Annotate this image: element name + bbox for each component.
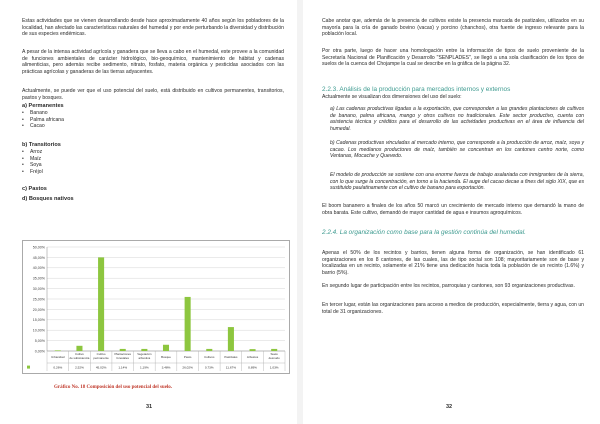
section-title-2-2-3: 2.2.3. Análisis de la producción para mercados internos y externos xyxy=(322,86,511,93)
organization-paragraph-2: En segundo lugar de participación entre los recintos, parroquias y cantones, son 93 organizaciones productivas. xyxy=(322,283,575,289)
category-label: desnudo xyxy=(268,355,280,360)
bar xyxy=(98,257,104,351)
category-label: Suelo xyxy=(270,352,278,357)
organization-paragraph-3: En tercer lugar, están las organizaciones para acceso a medios de producción, especialmente, tierra y agua, con un total de 31 organizaciones. xyxy=(322,302,584,315)
organization-paragraph-1: Apenas el 50% de los recintos y barrios, tienen alguna forma de organización, se han identificado 61 organizaciones en los 8 cantones, de las cuales, las de tipo social son 108; mayoritariamente son de base y localizadas en un recinto, solamente el 21% tiene una dedicación hacia toda la población de un recinto (1.6%) y barrio (5%). xyxy=(322,250,584,276)
data-label: 0,26% xyxy=(53,365,63,370)
category-label: Pastizales xyxy=(224,355,238,359)
left-paragraph-1: Estas actividades que se vienen desarrollando desde hace aproximadamente 40 años según los pobladores de la localidad, han afectado las características naturales del humedal y por ende perturbando la diversidad y distribución de sus especies endémicas. xyxy=(22,18,284,38)
item-b-internal-market: b) Cadenas productivas vinculadas al mercado interno, que corresponde a la producción de arroz, maíz, soya y cacao. Los medianos productores de maíz, también se concentran en los cantones centro norte, como Ventanas, Mocache y Quevedo. xyxy=(330,140,584,160)
data-label: 1,14% xyxy=(118,365,128,370)
y-tick-label: 15,00% xyxy=(32,318,45,323)
list-item: • Fréjol xyxy=(22,169,43,176)
section-title-2-2-4: 2.2.4. La organización como base para la gestión continúa del humedal. xyxy=(322,229,526,236)
data-label: 0,73% xyxy=(204,365,214,370)
data-label: 26,02% xyxy=(182,365,193,370)
bar xyxy=(163,345,169,351)
list-item: • Soya xyxy=(22,162,43,169)
left-paragraph-3: Actualmente, se puede ver que el uso potencial del suelo, está distribuido en cultivos permanentes, transitorios, pastos y bosques. xyxy=(22,88,284,101)
list-a-title: a) Permanentes xyxy=(22,103,64,109)
list-d-title: d) Bosques nativos xyxy=(22,196,74,202)
bar xyxy=(228,327,234,351)
list-item: • Arroz xyxy=(22,149,43,156)
y-tick-label: 20,00% xyxy=(32,307,45,312)
y-tick-label: 30,00% xyxy=(32,287,45,291)
bar xyxy=(120,349,126,351)
bar xyxy=(76,346,82,351)
right-paragraph-2: Por otra parte, luego de hacer una homologación entre la información de tipos de suelo proveniente de la Secretaría Nacional de Planificación y Desarrollo "SENPLADES", se llegó a una sola clasificación de los tipos de suelos de la cuenca del Chojampe la cual se describe en la gráfica de la página 32. xyxy=(322,48,584,68)
list-b xyxy=(22,149,43,175)
banana-boom-paragraph: El boom bananero a finales de los años 50 marcó un crecimiento de mercado interno que demandó la mano de obra barata. Este cultivo, demandó de mayor cantidad de agua e insumos agroquímicos. xyxy=(322,203,584,216)
bar xyxy=(271,349,277,351)
bar xyxy=(185,297,191,351)
bar xyxy=(250,349,256,351)
list-c-title: c) Pastos xyxy=(22,186,47,192)
data-label: 1,19% xyxy=(139,365,149,370)
data-label: 45,02% xyxy=(95,365,107,370)
figure-caption: Gráfico No. 18 Composición del uso potencial del suelo. xyxy=(54,385,173,390)
y-tick-label: 0,00% xyxy=(34,349,45,354)
land-use-bar-chart xyxy=(22,240,290,374)
data-label: 2,52% xyxy=(75,365,84,370)
list-b-title: b) Transitorios xyxy=(22,142,61,148)
category-label: Urbanidad xyxy=(51,355,65,359)
data-label: 1,03% xyxy=(269,365,279,370)
category-label: de subsistencia xyxy=(69,355,90,360)
category-label: Cultivo xyxy=(96,352,106,357)
y-tick-label: 25,00% xyxy=(32,297,45,302)
data-label: 0,89% xyxy=(248,365,257,370)
y-tick-label: 45,00% xyxy=(32,255,45,260)
legend-swatch xyxy=(27,366,30,369)
item-a-export-chains: a) Las cadenas productivas ligadas a la exportación, que corresponden a las grandes plantaciones de cultivos de banano, palma africana, mango y otros cultivos no tradicionales. Este sector productivo, cuenta con asistencia técnica y créditos para el desarrollo de las actividades productivas en el área de influencia del humedal. xyxy=(330,106,584,132)
list-item: • Cacao xyxy=(22,123,64,130)
category-label: Vegetación xyxy=(137,352,152,357)
y-tick-label: 50,00% xyxy=(32,245,45,250)
left-paragraph-2: A pesar de la intensa actividad agrícola y ganadera que se lleva a cabo en el humedal, este provee a la comunidad de funciones ambientales de carácter hidrológico, bio-geoquímico, mantenimiento de hábitat y cadenas alimenticias, pero además recibe sedimento, nitrato, fosfato, materia orgánica y pesticidas asociados con las prácticas agrícolas y ganaderas de las tierras adyacentes. xyxy=(22,49,284,75)
y-tick-label: 40,00% xyxy=(32,266,45,271)
section-intro: Actualmente se visualizan dos dimensiones del uso del suelo: xyxy=(322,94,462,100)
list-item: • Banano xyxy=(22,110,64,117)
category-label: forestales xyxy=(116,355,130,360)
right-paragraph-1: Cabe anotar que, además de la presencia de cultivos existe la presencia marcada de pastizales, utilizados en su mayoría para la cría de ganado bovino (vacas) y porcino (chanchos), otra fuente de ingreso relevante para la población local. xyxy=(322,18,584,38)
category-label: Pasto xyxy=(183,355,192,359)
y-tick-label: 35,00% xyxy=(32,276,45,281)
category-label: Bosque xyxy=(161,355,171,359)
chart-canvas xyxy=(23,241,289,373)
page-number-left: 31 xyxy=(146,403,153,410)
bar xyxy=(206,349,212,351)
y-tick-label: 5,00% xyxy=(34,339,45,343)
data-label: 11,67% xyxy=(225,365,237,370)
list-a xyxy=(22,110,64,130)
list-item: • Palma africana xyxy=(22,117,64,124)
category-label: Cultivo xyxy=(75,352,84,357)
bar xyxy=(55,350,61,351)
left-page xyxy=(0,0,297,424)
list-item: • Maíz xyxy=(22,156,43,163)
bar xyxy=(141,349,147,351)
page-number-right: 32 xyxy=(446,403,453,410)
data-label: 3,48% xyxy=(161,365,171,370)
category-label: permanente xyxy=(93,355,109,360)
y-tick-label: 10,00% xyxy=(32,328,45,333)
production-model-paragraph: El modelo de producción se sostiene con una enorme fuerza de trabajo asalariada con inmigrantes de la sierra, con lo que surge la concentración, en torno a la hacienda. El auge del cacao decae a fines del siglo XIX, que es sustituido paulatinamente con el cultivo de banano para exportación. xyxy=(330,172,584,192)
right-page xyxy=(303,0,600,424)
category-label: Plantaciones xyxy=(114,352,132,357)
category-label: Arbustos xyxy=(246,355,259,359)
category-label: Cultivos xyxy=(204,355,215,359)
category-label: arbustiva xyxy=(138,355,151,360)
